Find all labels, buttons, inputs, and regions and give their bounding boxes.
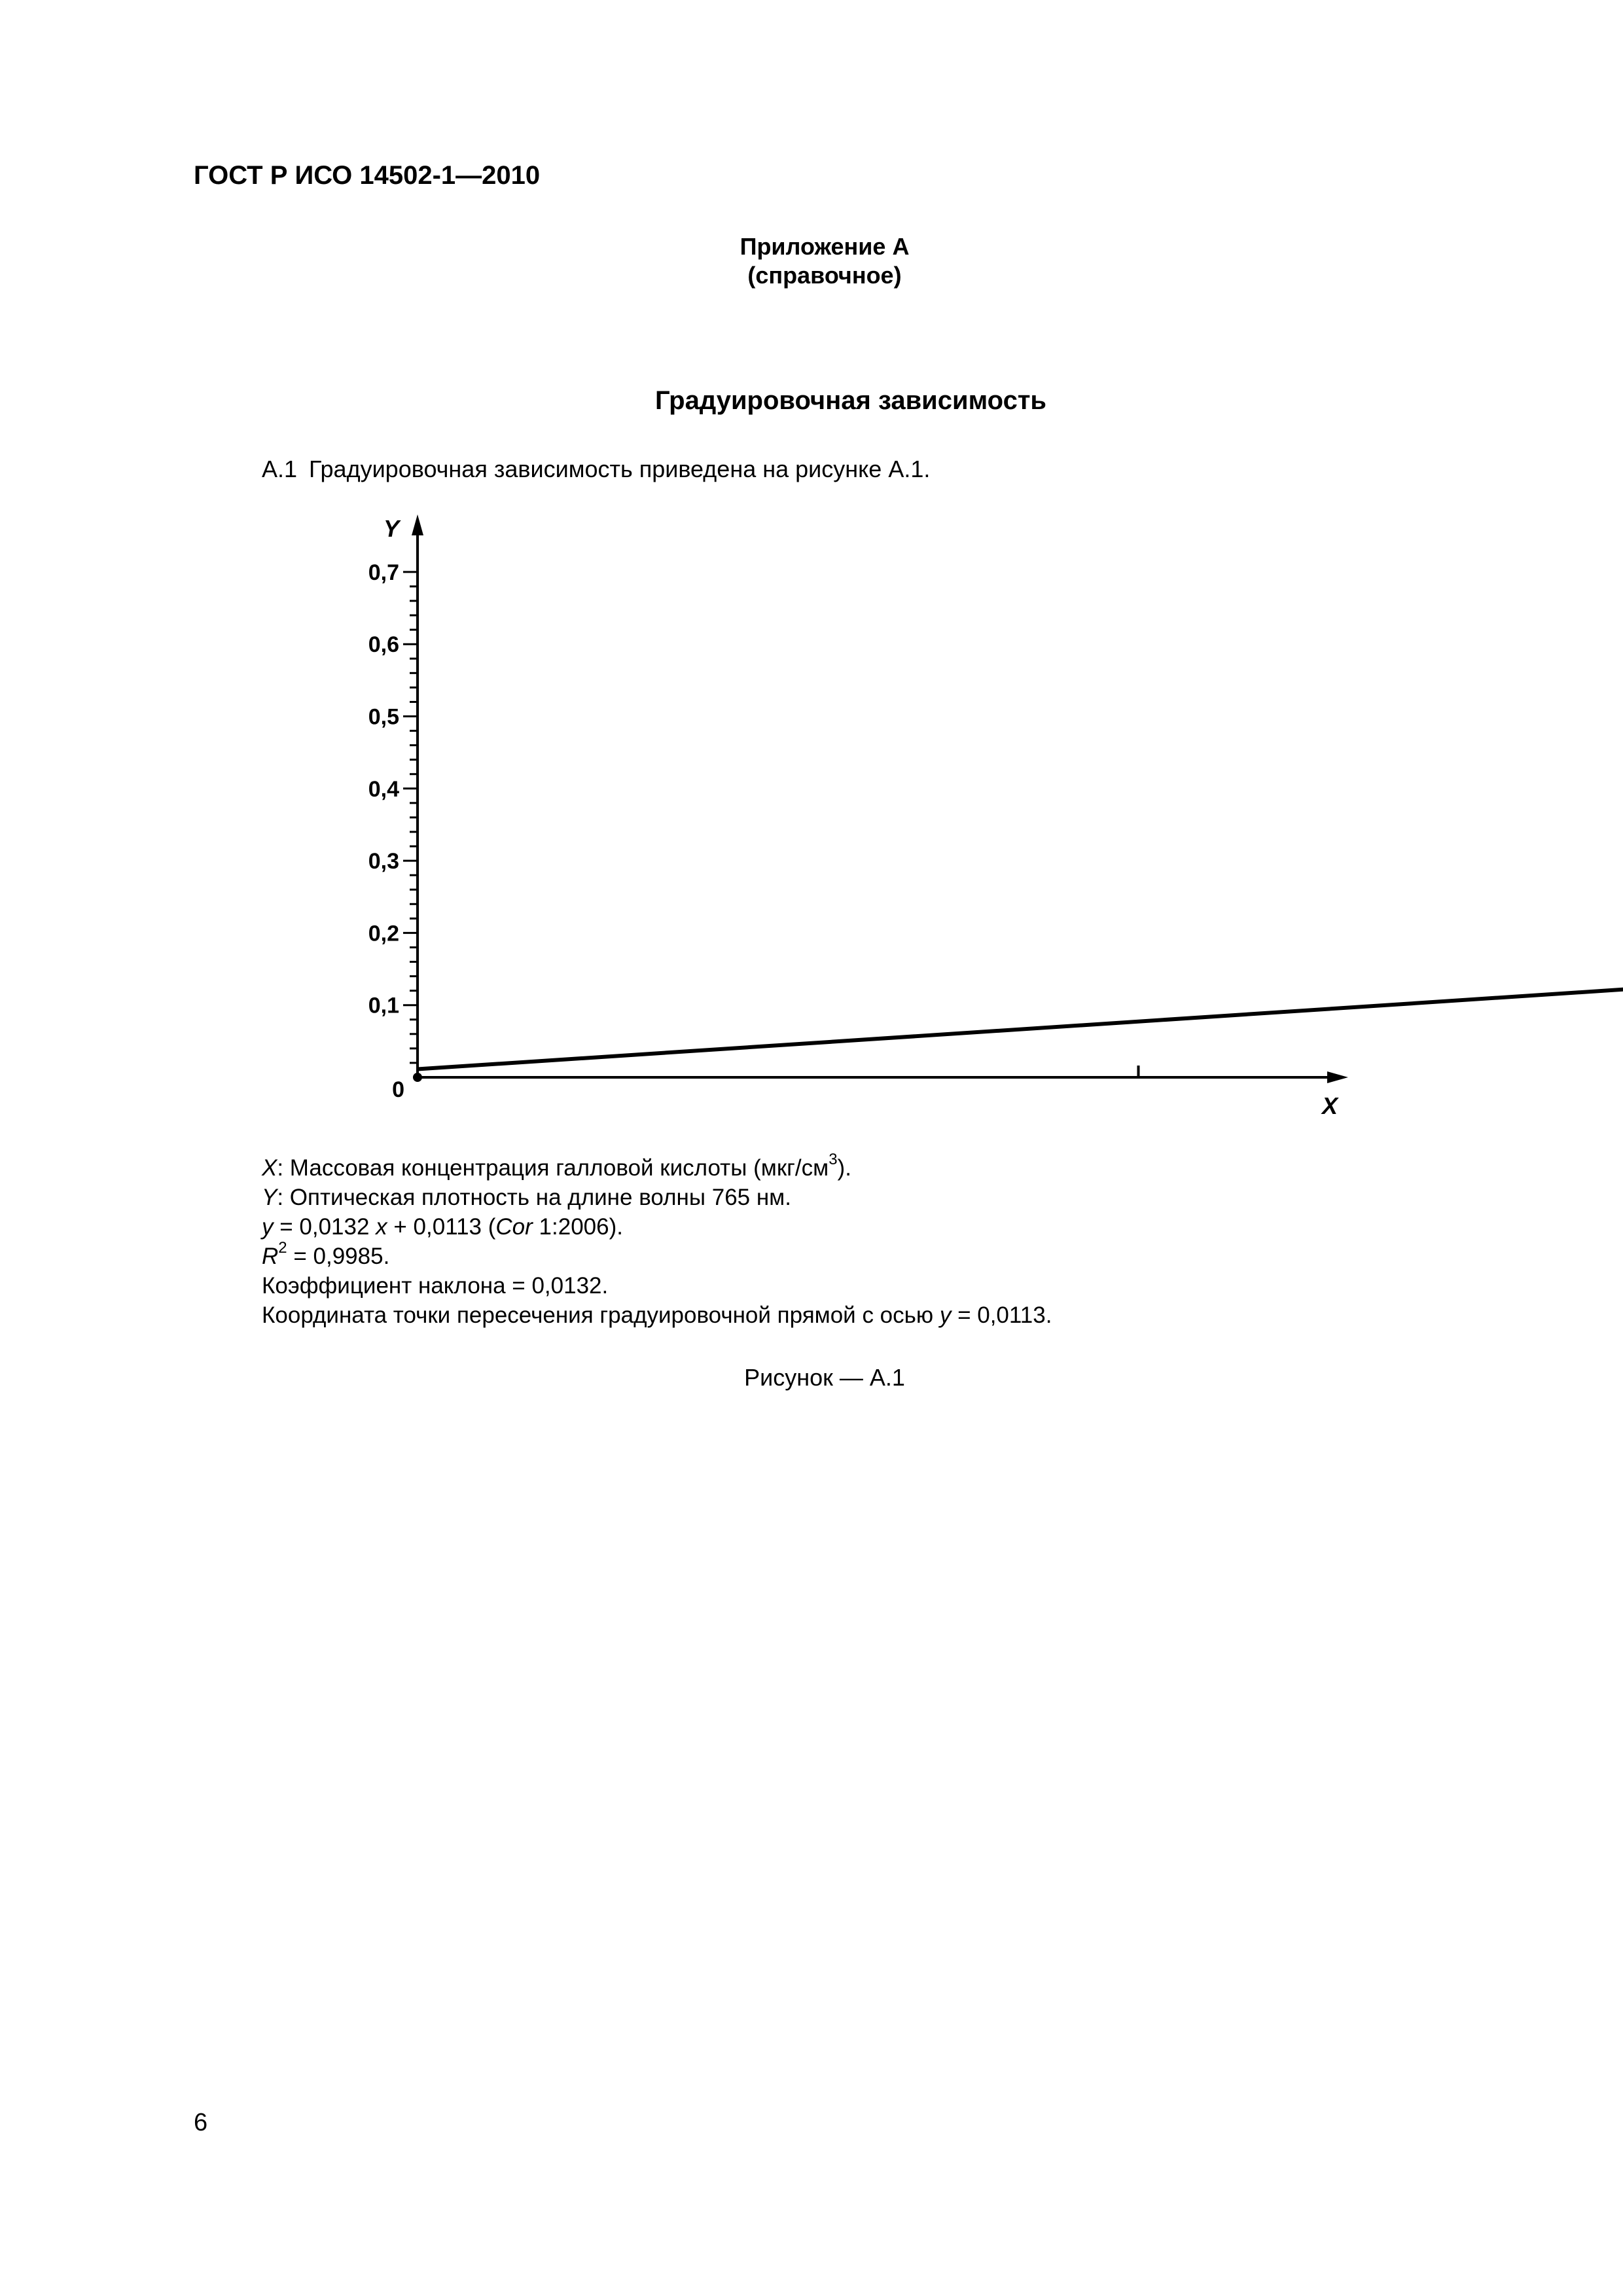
legend-x-description: : Массовая концентрация галловой кислоты (мкг/см [277, 1155, 829, 1181]
equation-part-c: 1:2006). [532, 1214, 623, 1240]
x-axis-arrowhead [1327, 1071, 1348, 1083]
y-tick-label: 0,5 [368, 704, 399, 730]
intercept-value: = 0,0113. [951, 1302, 1052, 1328]
equation-x: x [376, 1214, 387, 1240]
equation-part-b: + 0,0113 ( [387, 1214, 496, 1240]
document-code-header: ГОСТ Р ИСО 14502-1—2010 [194, 161, 541, 190]
r-value: = 0,9985. [287, 1244, 390, 1269]
y-tick-label: 0,6 [368, 632, 399, 658]
legend-r-squared-line [262, 1239, 1052, 1271]
legend-equation-line [262, 1212, 1052, 1242]
legend-x-end: ). [837, 1155, 851, 1181]
legend-y-line [262, 1183, 1052, 1212]
page-number: 6 [194, 2109, 208, 2136]
clause-text: Градуировочная зависимость приведена на рисунке А.1. [309, 456, 931, 482]
r-symbol: R [262, 1244, 279, 1269]
y-tick-label: 0,4 [368, 776, 399, 802]
y-axis-name: Y [383, 515, 400, 542]
legend-slope-line: Коэффициент наклона = 0,0132. [262, 1273, 609, 1299]
intercept-axis: y [939, 1302, 952, 1328]
origin-label: 0 [392, 1077, 404, 1102]
r-exponent: 2 [278, 1239, 287, 1257]
legend-y-description: : Оптическая плотность на длине волны 765 нм. [277, 1185, 791, 1210]
y-tick-label: 0,7 [368, 560, 399, 585]
legend-y-symbol: Y [262, 1185, 277, 1210]
legend-intercept-line [262, 1300, 1052, 1330]
equation-part-a: = 0,0132 [273, 1214, 376, 1240]
y-tick-label: 0,1 [368, 993, 399, 1018]
y-axis-arrowhead [412, 514, 423, 535]
equation-cor: Cor [495, 1214, 533, 1240]
data-point [413, 1073, 422, 1082]
legend-x-symbol: X [262, 1155, 277, 1181]
figure-caption: Рисунок — А.1 [744, 1364, 905, 1391]
x-axis-name: X [1321, 1092, 1338, 1119]
equation-y: y [262, 1214, 274, 1240]
legend-x-unit-exponent: 3 [829, 1151, 838, 1169]
intercept-text: Координата точки пересечения градуировочной прямой с осью [262, 1302, 940, 1328]
annex-title: Приложение А [740, 233, 910, 260]
figure-legend [262, 1153, 1052, 1330]
y-tick-label: 0,2 [368, 921, 399, 946]
regression-line [418, 607, 1623, 1069]
section-title: Градуировочная зависимость [654, 386, 1046, 415]
y-tick-label: 0,3 [368, 849, 399, 874]
legend-x-line [262, 1153, 1052, 1183]
clause-number: А.1 [262, 456, 298, 482]
annex-kind: (справочное) [747, 262, 902, 289]
